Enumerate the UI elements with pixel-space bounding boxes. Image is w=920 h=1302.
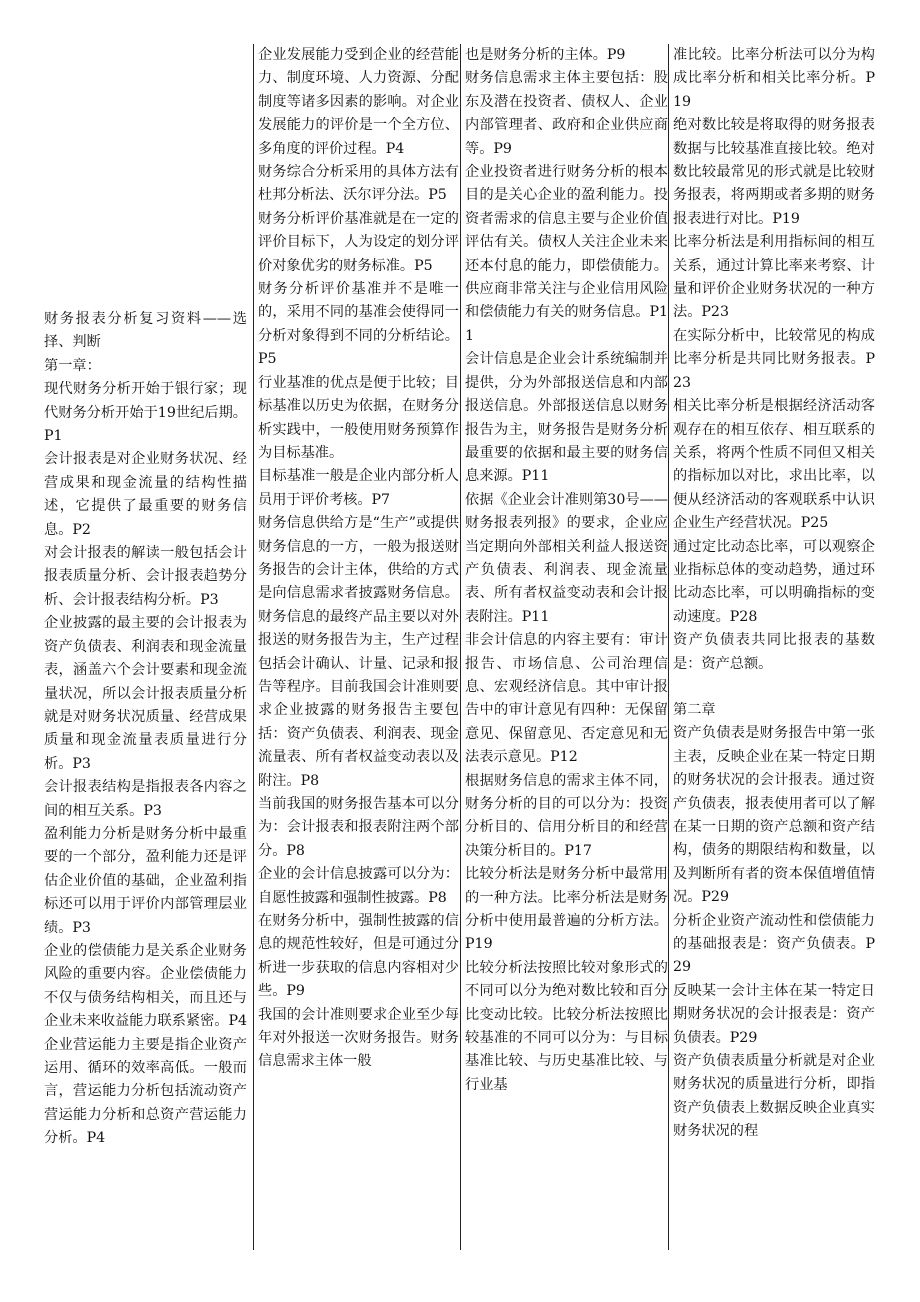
paragraph: 企业的偿债能力是关系企业财务风险的重要内容。企业偿债能力不仅与债务结构相关，而且还与企业未来收益能力联系紧密。P4 (44, 942, 247, 1030)
paragraph: 资产负债表是财务报告中第一张主表，反映企业在某一特定日期的财务状况的会计报表。通过资产负债表，报表使用者可以了解在某一日期的资产总额和资产结构，债务的期限结构和数量，以及判断所有者的资本保值增值情况。P29 (673, 725, 875, 906)
chapter-1-heading: 第一章： (44, 357, 101, 374)
paragraph: 财务分析评价基准并不是唯一的，采用不同的基准会使得同一分析对象得到不同的分析结论。P5 (258, 281, 459, 368)
paragraph: 现代财务分析开始于银行家；现代财务分析开始于19世纪后期。P1 (44, 381, 247, 445)
paragraph: 会计报表结构是指报表各内容之间的相互关系。P3 (44, 779, 247, 819)
paragraph: 资产负债表质量分析就是对企业财务状况的质量进行分析，即指资产负债表上数据反映企业真实财务状况的程 (673, 1053, 875, 1140)
paragraph: 绝对数比较是将取得的财务报表数据与比较基准直接比较。绝对数比较最常见的形式就是比较财务报表，将两期或者多期的财务报表进行对比。P19 (673, 117, 875, 227)
paragraph: 在实际分析中，比较常见的构成比率分析是共同比财务报表。P23 (673, 327, 875, 391)
paragraph: 行业基准的优点是便于比较；目标基准以历史为依据，在财务分析实践中，一般使用财务预算作为目标基准。 (258, 374, 459, 461)
paragraph: 我国的会计准则要求企业至少每年对外报送一次财务报告。财务信息需求主体一般 (258, 1006, 459, 1070)
paragraph: 资产负债表共同比报表的基数是：资产总额。 (673, 632, 875, 672)
column-1 (44, 44, 247, 1250)
paragraph: 会计报表是对企业财务状况、经营成果和现金流量的结构性描述，它提供了最重要的财务信息。P2 (44, 451, 247, 538)
doc-title: 财务报表分析复习资料——选择、判断 (44, 311, 247, 351)
paragraph: 财务信息需求主体主要包括：股东及潜在投资者、债权人、企业内部管理者、政府和企业供应商等。P9 (465, 70, 668, 157)
paragraph: 企业营运能力主要是指企业资产运用、循环的效率高低。一般而言，营运能力分析包括流动资产营运能力分析和总资产营运能力分析。P4 (44, 1036, 247, 1147)
paragraph: 比较分析法是财务分析中最常用的一种方法。比率分析法是财务分析中使用最普遍的分析方法。P19 (465, 866, 668, 953)
paragraph: 财务分析评价基准就是在一定的评价目标下，人为设定的划分评价对象优劣的财务标准。P5 (258, 210, 459, 274)
column-3 (460, 44, 668, 1250)
paragraph: 会计信息是企业会计系统编制并提供，分为外部报送信息和内部报送信息。外部报送信息以财务报告为主，财务报告是财务分析最重要的依据和最主要的财务信息来源。P11 (465, 351, 668, 485)
paragraph: 财务综合分析采用的具体方法有杜邦分析法、沃尔评分法。P5 (258, 164, 459, 204)
paragraph: 比较分析法按照比较对象形式的不同可以分为绝对数比较和百分比变动比较。比较分析法按照比较基准的不同可以分为：与目标基准比较、与历史基准比较、与行业基 (465, 959, 668, 1093)
paragraph: 反映某一会计主体在某一特定日期财务状况的会计报表是：资产负债表。P29 (673, 982, 875, 1046)
paragraph: 根据财务信息的需求主体不同，财务分析的目的可以分为：投资分析目的、信用分析目的和经营决策分析目的。P17 (465, 772, 668, 859)
paragraph: 相关比率分析是根据经济活动客观存在的相互依存、相互联系的关系，将两个性质不同但又相关的指标加以对比，求出比率，以便从经济活动的客观联系中认识企业生产经营状况。P25 (673, 398, 875, 532)
paragraph: 通过定比动态比率，可以观察企业指标总体的变动趋势，通过环比动态比率，可以明确指标的变动速度。P28 (673, 538, 875, 625)
column-4 (668, 44, 875, 1250)
blank-line (673, 676, 875, 699)
paragraph: 依据《企业会计准则第30号——财务报表列报》的要求，企业应当定期向外部相关利益人报送资产负债表、利润表、现金流量表、所有者权益变动表和会计报表附注。P11 (465, 491, 668, 625)
paragraph: 当前我国的财务报告基本可以分为：会计报表和报表附注两个部分。P8 (258, 796, 459, 859)
paragraph: 分析企业资产流动性和偿债能力的基础报表是：资产负债表。P29 (673, 912, 875, 976)
paragraph: 盈利能力分析是财务分析中最重要的一个部分，盈利能力还是评估企业价值的基础，企业盈利指标还可以用于评价内部管理层业绩。P3 (44, 825, 247, 936)
paragraph: 企业披露的最主要的会计报表为资产负债表、利润表和现金流量表，涵盖六个会计要素和现金流量状况，所以会计报表质量分析就是对财务状况质量、经营成果质量和现金流量表质量进行分析。P3 (44, 615, 247, 772)
paragraph: 在财务分析中，强制性披露的信息的规范性较好，但是可通过分析进一步获取的信息内容相对少些。P9 (258, 913, 459, 1000)
chapter-2-heading: 第二章 (673, 701, 716, 718)
column-2 (253, 44, 459, 1250)
paragraph: 企业投资者进行财务分析的根本目的是关心企业的盈利能力。投资者需求的信息主要与企业价值评估有关。债权人关注企业未来还本付息的能力，即偿债能力。供应商非常关注与企业信用风险和偿债能力有关的财务信息。P11 (465, 164, 668, 344)
paragraph: 企业发展能力受到企业的经营能力、制度环境、人力资源、分配制度等诸多因素的影响。对企业发展能力的评价是一个全方位、多角度的评价过程。P4 (258, 47, 459, 157)
paragraph: 财务信息供给方是“生产”或提供财务信息的一方，一般为报送财务报告的会计主体，供给的方式是向信息需求者披露财务信息。财务信息的最终产品主要以对外报送的财务报告为主，生产过程包括会计确认、计量、记录和报告等程序。目前我国会计准则要求企业披露的财务报告主要包括：资产负债表、利润表、现金流量表、所有者权益变动表以及附注。P8 (258, 515, 459, 789)
paragraph: 也是财务分析的主体。P9 (465, 47, 626, 63)
paragraph: 准比较。比率分析法可以分为构成比率分析和相关比率分析。P19 (673, 47, 875, 110)
paragraph: 对会计报表的解读一般包括会计报表质量分析、会计报表趋势分析、会计报表结构分析。P3 (44, 545, 247, 608)
paragraph: 企业的会计信息披露可以分为：自愿性披露和强制性披露。P8 (258, 866, 459, 906)
paragraph: 比率分析法是利用指标间的相互关系，通过计算比率来考察、计量和评价企业财务状况的一种方法。P23 (673, 234, 875, 321)
column-1-top-space (44, 44, 247, 308)
paragraph: 目标基准一般是企业内部分析人员用于评价考核。P7 (258, 468, 459, 508)
paragraph: 非会计信息的内容主要有：审计报告、市场信息、公司治理信息、宏观经济信息。其中审计报告中的审计意见有四种：无保留意见、保留意见、否定意见和无法表示意见。P12 (465, 632, 668, 766)
document-page (40, 44, 876, 1250)
